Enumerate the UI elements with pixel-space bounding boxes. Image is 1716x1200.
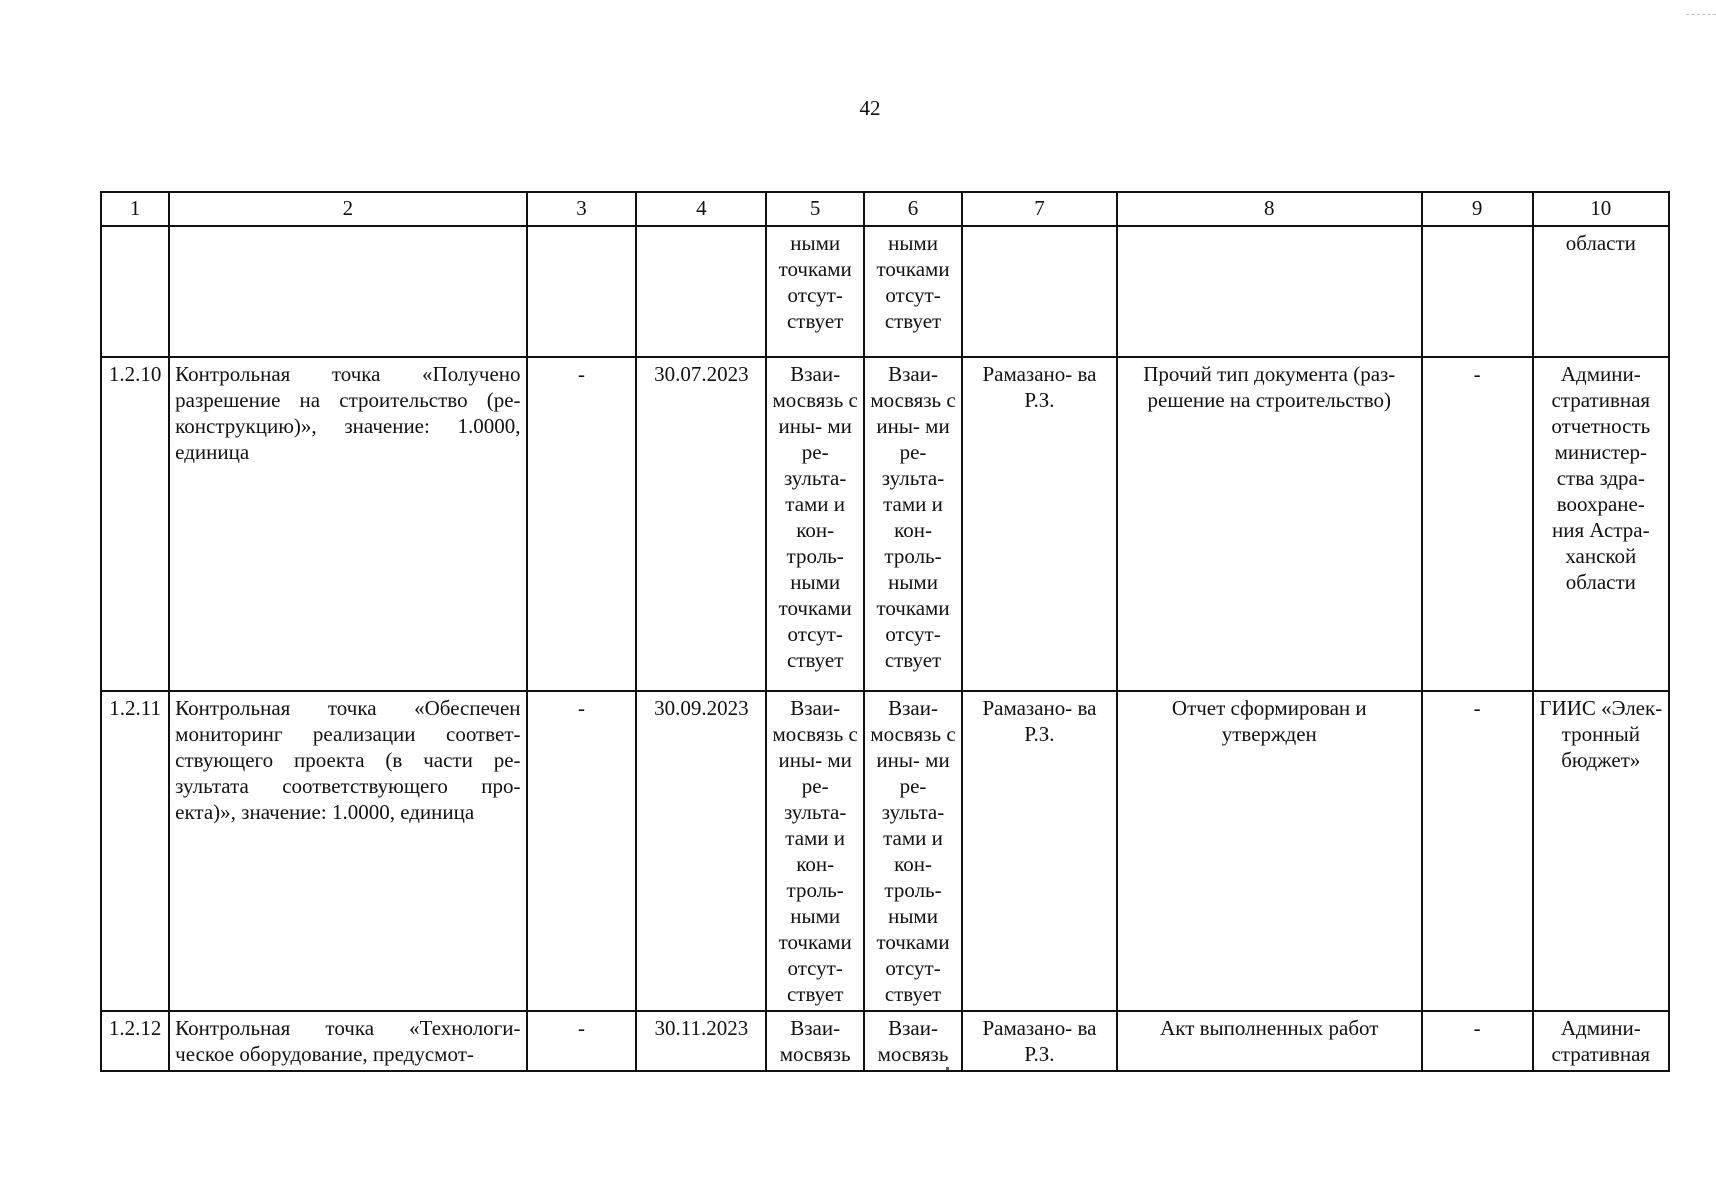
cell-col5: Взаи- мосвязь с ины- ми ре- зульта- тами и кон- троль- ными точками отсут- ствует: [766, 691, 864, 1011]
cell-responsible: Рамазано- ва Р.З.: [962, 691, 1117, 1011]
cell-date: 30.11.2023: [636, 1011, 766, 1071]
cell-col6: Взаи- мосвязь с ины- ми ре- зульта- тами и кон- троль- ными точками отсут- ствует: [864, 691, 962, 1011]
col-header-3: 3: [527, 192, 637, 226]
col-header-7: 7: [962, 192, 1117, 226]
cell-source: ГИИС «Элек- тронный бюджет»: [1533, 691, 1669, 1011]
cell-document: Акт выполненных работ: [1117, 1011, 1422, 1071]
cell-col6: Взаи- мосвязь с ины- ми ре- зульта- тами и кон- троль- ными точками отсут- ствует: [864, 357, 962, 691]
control-points-table: [100, 191, 1670, 1072]
col-header-9: 9: [1422, 192, 1533, 226]
table-row: [101, 357, 1669, 691]
col-header-10: 10: [1533, 192, 1669, 226]
cell-id: 1.2.10: [101, 357, 169, 691]
col-header-4: 4: [636, 192, 766, 226]
cell-empty: [636, 226, 766, 357]
cell-empty: [1422, 226, 1533, 357]
cell-col3: -: [527, 357, 637, 691]
scan-artifact: [1686, 14, 1716, 51]
cell-source: Админи- стративная отчетность министер- ства здра- воохране- ния Астра- ханской области: [1533, 357, 1669, 691]
cell-col6: Взаи- мосвязь: [864, 1011, 962, 1071]
table-row: [101, 1011, 1669, 1071]
table-row: [101, 691, 1669, 1011]
cell-empty: [527, 226, 637, 357]
col-header-5: 5: [766, 192, 864, 226]
cell-col3: -: [527, 691, 637, 1011]
cell-date: 30.09.2023: [636, 691, 766, 1011]
cell-date: 30.07.2023: [636, 357, 766, 691]
cell-id: 1.2.12: [101, 1011, 169, 1071]
cell-col5: Взаи- мосвязь с ины- ми ре- зульта- тами и кон- троль- ными точками отсут- ствует: [766, 357, 864, 691]
cell-empty: [101, 226, 169, 357]
col-header-2: 2: [169, 192, 526, 226]
cell-responsible: Рамазано- ва Р.З.: [962, 1011, 1117, 1071]
cell-col5: Взаи- мосвязь: [766, 1011, 864, 1071]
cell-col5: ными точками отсут- ствует: [766, 226, 864, 357]
col-header-6: 6: [864, 192, 962, 226]
cell-empty: [169, 226, 526, 357]
cell-name: Контрольная точка «Получено разрешение на строительство (ре- конструкцию)», значение: 1.0000, единица: [169, 357, 526, 691]
cell-empty: [962, 226, 1117, 357]
cell-col9: -: [1422, 691, 1533, 1011]
cell-name: Контрольная точка «Обеспечен мониторинг реализации соответ- ствующего проекта (в части ре- зультата соответствующего про- екта)», значение: 1.0000, единица: [169, 691, 526, 1011]
col-header-1: 1: [101, 192, 169, 226]
cell-id: 1.2.11: [101, 691, 169, 1011]
cell-responsible: Рамазано- ва Р.З.: [962, 357, 1117, 691]
cell-name: Контрольная точка «Технологи- ческое оборудование, предусмот-: [169, 1011, 526, 1071]
cell-document: Прочий тип документа (раз- решение на строительство): [1117, 357, 1422, 691]
page-number: 42: [859, 96, 881, 120]
cell-document: Отчет сформирован и утвержден: [1117, 691, 1422, 1011]
continuation-row: [101, 226, 1669, 357]
cell-col9: -: [1422, 1011, 1533, 1071]
cell-col9: -: [1422, 357, 1533, 691]
scan-speck: [946, 1067, 949, 1070]
col-header-8: 8: [1117, 192, 1422, 226]
cell-col3: -: [527, 1011, 637, 1071]
cell-source: Админи- стративная: [1533, 1011, 1669, 1071]
cell-empty: [1117, 226, 1422, 357]
cell-source: области: [1533, 226, 1669, 357]
cell-col6: ными точками отсут- ствует: [864, 226, 962, 357]
header-row: [101, 192, 1669, 226]
